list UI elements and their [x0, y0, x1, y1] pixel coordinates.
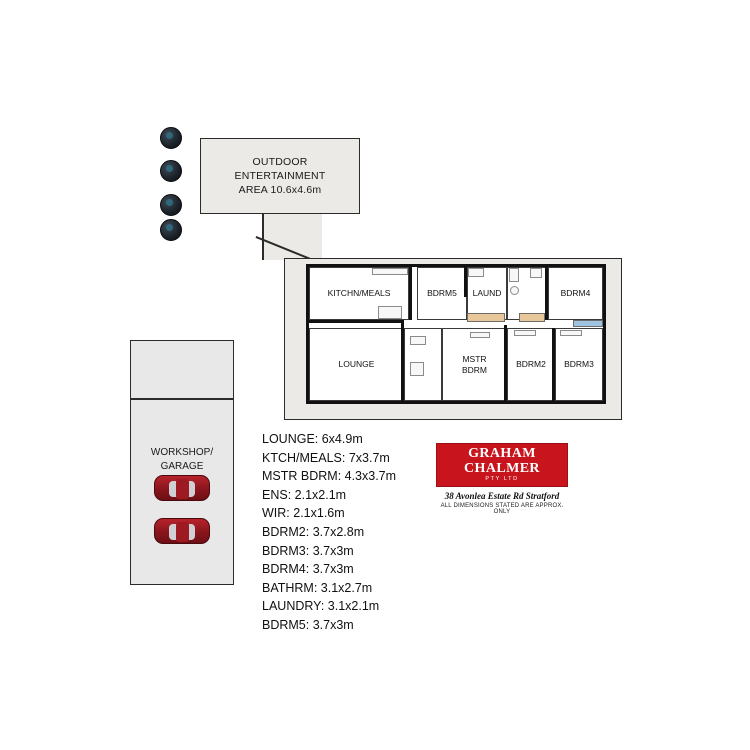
room-label: LAUND	[472, 288, 502, 298]
logo-address: 38 Avonlea Estate Rd Stratford	[444, 491, 560, 501]
ensuite-fixture	[410, 362, 424, 376]
room-master-bedroom	[442, 328, 507, 401]
room-bdrm2	[507, 328, 555, 401]
room-lounge	[309, 328, 404, 401]
dimension-item: KTCH/MEALS: 7x3.7m	[262, 450, 390, 465]
dimension-item: WIR: 2.1x1.6m	[262, 506, 345, 521]
room-bdrm3	[555, 328, 603, 401]
outdoor-label-line2: ENTERTAINMENT	[234, 170, 326, 182]
plant-pot-icon	[160, 194, 182, 216]
bdrm4-floor-strip	[573, 320, 603, 327]
laundry-trough-fixture	[468, 268, 484, 277]
logo-disclaimer: ALL DIMENSIONS STATED ARE APPROX. ONLY	[440, 503, 564, 515]
car-roof	[176, 522, 189, 542]
bath-fixture	[509, 268, 519, 282]
toilet-fixture	[510, 286, 519, 295]
interior-wall	[309, 320, 403, 323]
room-label-line1: MSTR	[462, 353, 487, 364]
interior-wall	[401, 320, 404, 401]
plant-pot-icon	[160, 219, 182, 241]
wir-shelf-fixture	[410, 336, 426, 345]
dimension-item: MSTR BDRM: 4.3x3.7m	[262, 469, 397, 484]
dimension-item: BDRM4: 3.7x3m	[262, 562, 354, 577]
car-roof	[176, 479, 189, 499]
plant-pot-icon	[160, 160, 182, 182]
laundry-floor-strip	[467, 313, 505, 322]
dimension-item: BDRM5: 3.7x3m	[262, 617, 354, 632]
room-label-multiline	[462, 354, 487, 376]
dimensions-list	[262, 430, 396, 635]
outdoor-label-line1: OUTDOOR	[252, 156, 308, 168]
agency-logo	[436, 443, 568, 515]
connector-left-wall	[262, 214, 264, 260]
interior-wall	[464, 267, 467, 297]
room-label: BDRM5	[427, 288, 457, 298]
logo-name: GRAHAM CHALMER	[464, 446, 540, 476]
room-label-line2: BDRM	[461, 364, 488, 375]
dimension-item: BATHRM: 3.1x2.7m	[262, 580, 373, 595]
outdoor-entertainment-area	[200, 138, 360, 214]
plant-pot-icon	[160, 127, 182, 149]
connector-fill	[263, 214, 322, 260]
interior-wall	[504, 325, 507, 401]
bdrm2-robe-fixture	[514, 330, 536, 336]
car-icon	[154, 475, 210, 501]
bathroom-floor-strip	[519, 313, 545, 322]
bdrm3-robe-fixture	[560, 330, 582, 336]
kitchen-bench-fixture	[372, 268, 408, 275]
dimension-item: ENS: 2.1x2.1m	[262, 487, 347, 502]
mstr-robe-fixture	[470, 332, 490, 338]
room-label: BDRM2	[516, 359, 546, 369]
room-bdrm4	[548, 267, 603, 320]
room-label: BDRM3	[564, 359, 594, 369]
room-label: BDRM4	[560, 288, 591, 298]
garage-label-line2: GARAGE	[160, 461, 204, 472]
interior-wall	[552, 328, 555, 401]
outdoor-house-connector	[262, 214, 322, 260]
interior-wall	[545, 267, 548, 320]
outdoor-label-line3: AREA 10.6x4.6m	[238, 184, 322, 196]
logo-sub: PTY LTD	[485, 476, 519, 482]
dimension-item: LOUNGE: 6x4.9m	[262, 432, 363, 446]
shower-fixture	[530, 268, 542, 278]
interior-wall	[409, 267, 412, 320]
dimension-item: BDRM3: 3.7x3m	[262, 543, 354, 558]
room-label: KITCHN/MEALS	[327, 288, 391, 298]
room-bdrm5	[417, 267, 467, 320]
dimension-item: BDRM2: 3.7x2.8m	[262, 524, 365, 539]
room-label: LOUNGE	[338, 359, 375, 369]
garage-label-line1: WORKSHOP/	[150, 447, 214, 458]
garage-divider	[130, 398, 234, 400]
logo-banner	[436, 443, 568, 487]
kitchen-island-fixture	[378, 306, 402, 319]
dimension-item: LAUNDRY: 3.1x2.1m	[262, 599, 380, 614]
car-icon	[154, 518, 210, 544]
